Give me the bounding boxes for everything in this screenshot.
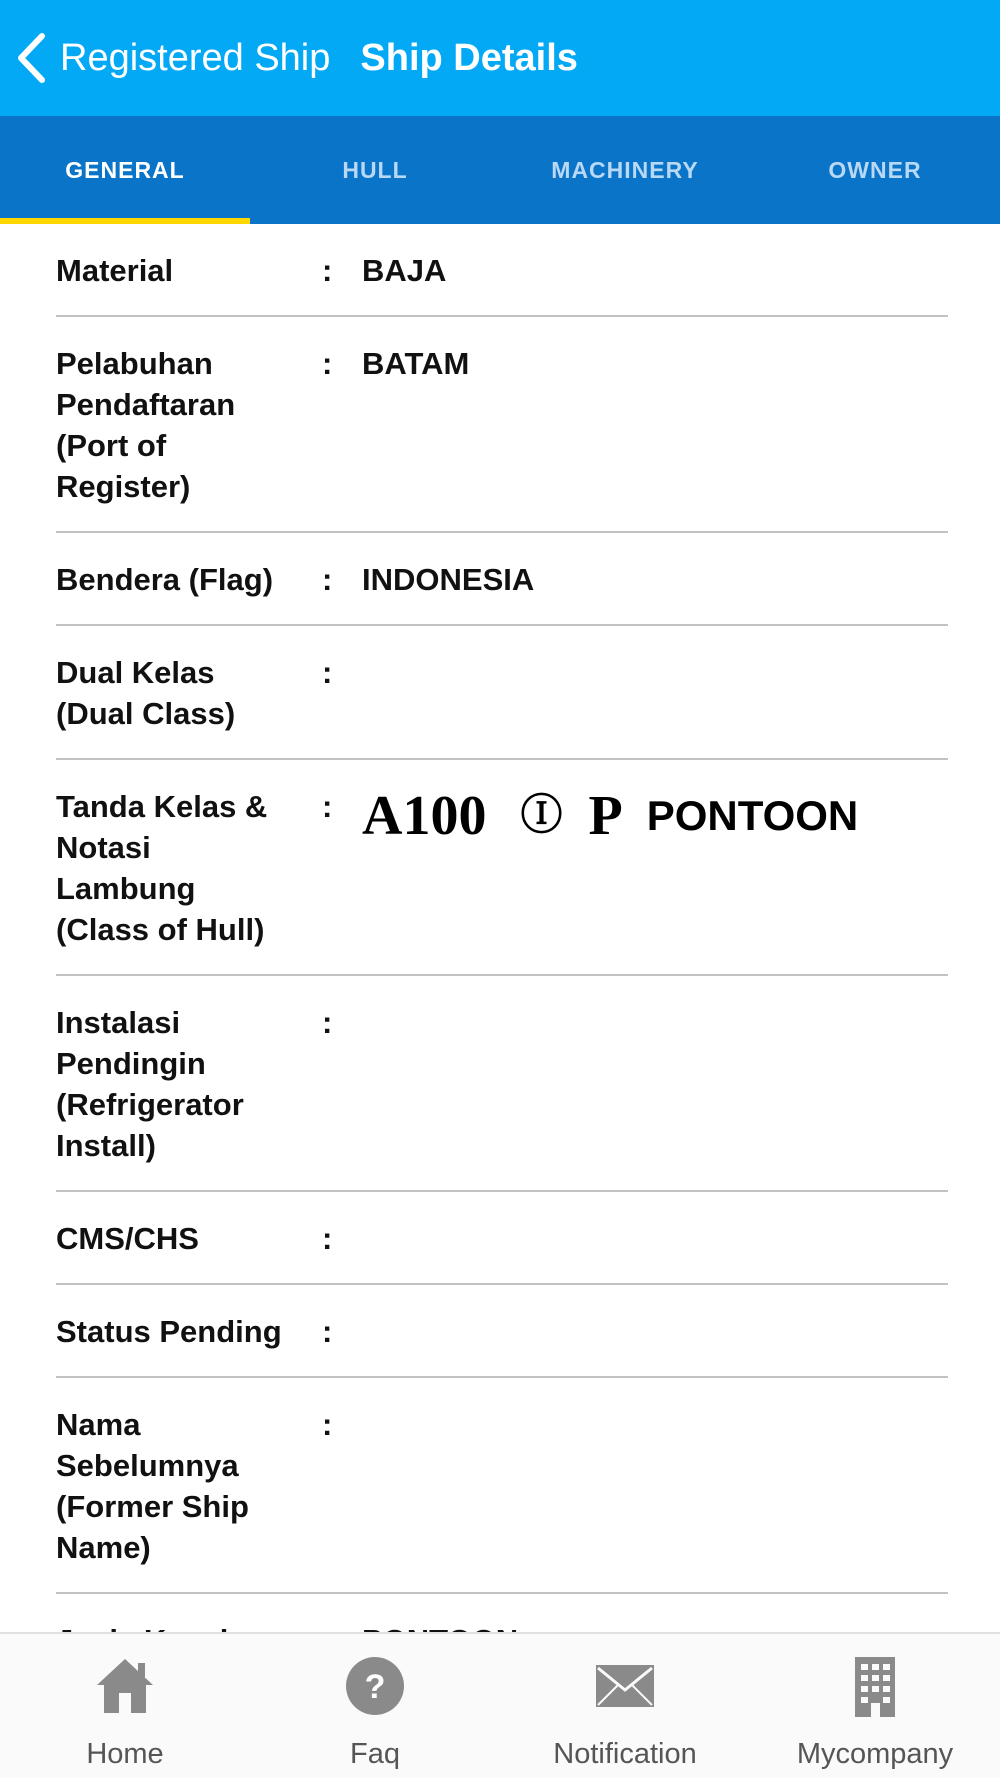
field-row-material: [56, 224, 948, 317]
field-row-class-of-hull: [56, 760, 948, 976]
nav-faq-label: Faq: [350, 1738, 400, 1770]
question-icon: [345, 1654, 405, 1718]
tab-owner-label: OWNER: [828, 156, 922, 183]
nav-notification-label: Notification: [553, 1738, 697, 1770]
field-value: [362, 785, 948, 847]
field-row-status-pending: [56, 1285, 948, 1378]
field-label: Material: [56, 253, 174, 288]
field-row-flag: [56, 533, 948, 626]
tab-general[interactable]: [0, 116, 250, 224]
class-type: PONTOON: [646, 792, 859, 839]
field-value: BATAM: [362, 346, 470, 381]
field-value: BAJA: [362, 253, 447, 288]
field-value: INDONESIA: [362, 562, 535, 597]
tab-bar: [0, 116, 1000, 224]
field-row-dual-class: [56, 626, 948, 760]
field-label: CMS/CHS: [56, 1221, 199, 1256]
tab-hull[interactable]: [250, 116, 500, 224]
tab-machinery-label: MACHINERY: [551, 156, 699, 183]
class-notation: [362, 785, 948, 847]
nav-home[interactable]: [0, 1634, 250, 1778]
tab-machinery[interactable]: [500, 116, 750, 224]
general-details-list[interactable]: [0, 224, 1000, 1632]
field-colon: :: [322, 253, 333, 288]
nav-mycompany-label: Mycompany: [796, 1738, 954, 1770]
app-header: [0, 0, 1000, 116]
field-label: Dual Kelas (Dual Class): [56, 655, 236, 731]
field-label: Tanda Kelas & Notasi Lambung (Class of Hull): [56, 789, 268, 947]
field-row-cms-chs: [56, 1192, 948, 1285]
bottom-nav: [0, 1632, 1000, 1778]
field-label: Bendera (Flag): [56, 562, 274, 597]
building-icon: [853, 1654, 897, 1718]
tab-general-label: GENERAL: [65, 156, 185, 183]
back-button-label: Registered Ship: [60, 36, 331, 79]
field-label: Instalasi Pendingin (Refrigerator Install): [56, 1005, 244, 1163]
field-label: Status Pending: [56, 1314, 282, 1349]
home-icon: [94, 1654, 156, 1718]
back-button[interactable]: [0, 0, 330, 116]
field-label: Nama Sebelumnya (Former Ship Name): [56, 1407, 249, 1565]
field-row-refrigerator-install: [56, 976, 948, 1192]
field-colon: :: [322, 562, 333, 597]
field-colon: :: [322, 789, 333, 824]
field-colon: :: [322, 1407, 333, 1442]
field-row-port-of-register: [56, 317, 948, 533]
circle-i-icon: Ⓘ: [520, 793, 563, 839]
page-title: Ship Details: [360, 36, 578, 79]
nav-mycompany[interactable]: [750, 1634, 1000, 1778]
chevron-left-icon: [16, 32, 46, 84]
field-label: Pelabuhan Pendaftaran (Port of Register): [56, 346, 236, 504]
svg-text:?: ?: [364, 1668, 386, 1706]
envelope-icon: [595, 1654, 655, 1718]
field-colon: :: [322, 1005, 333, 1040]
field-row-former-ship-name: [56, 1378, 948, 1594]
field-colon: :: [322, 1221, 333, 1256]
nav-faq[interactable]: [250, 1634, 500, 1778]
class-grade: A100: [362, 785, 487, 847]
class-p-mark: P: [588, 785, 623, 847]
nav-home-label: Home: [86, 1738, 164, 1770]
field-colon: :: [322, 346, 333, 381]
field-colon: :: [322, 655, 333, 690]
nav-notification[interactable]: [500, 1634, 750, 1778]
field-colon: :: [322, 1314, 333, 1349]
tab-hull-label: HULL: [342, 156, 408, 183]
tab-owner[interactable]: [750, 116, 1000, 224]
